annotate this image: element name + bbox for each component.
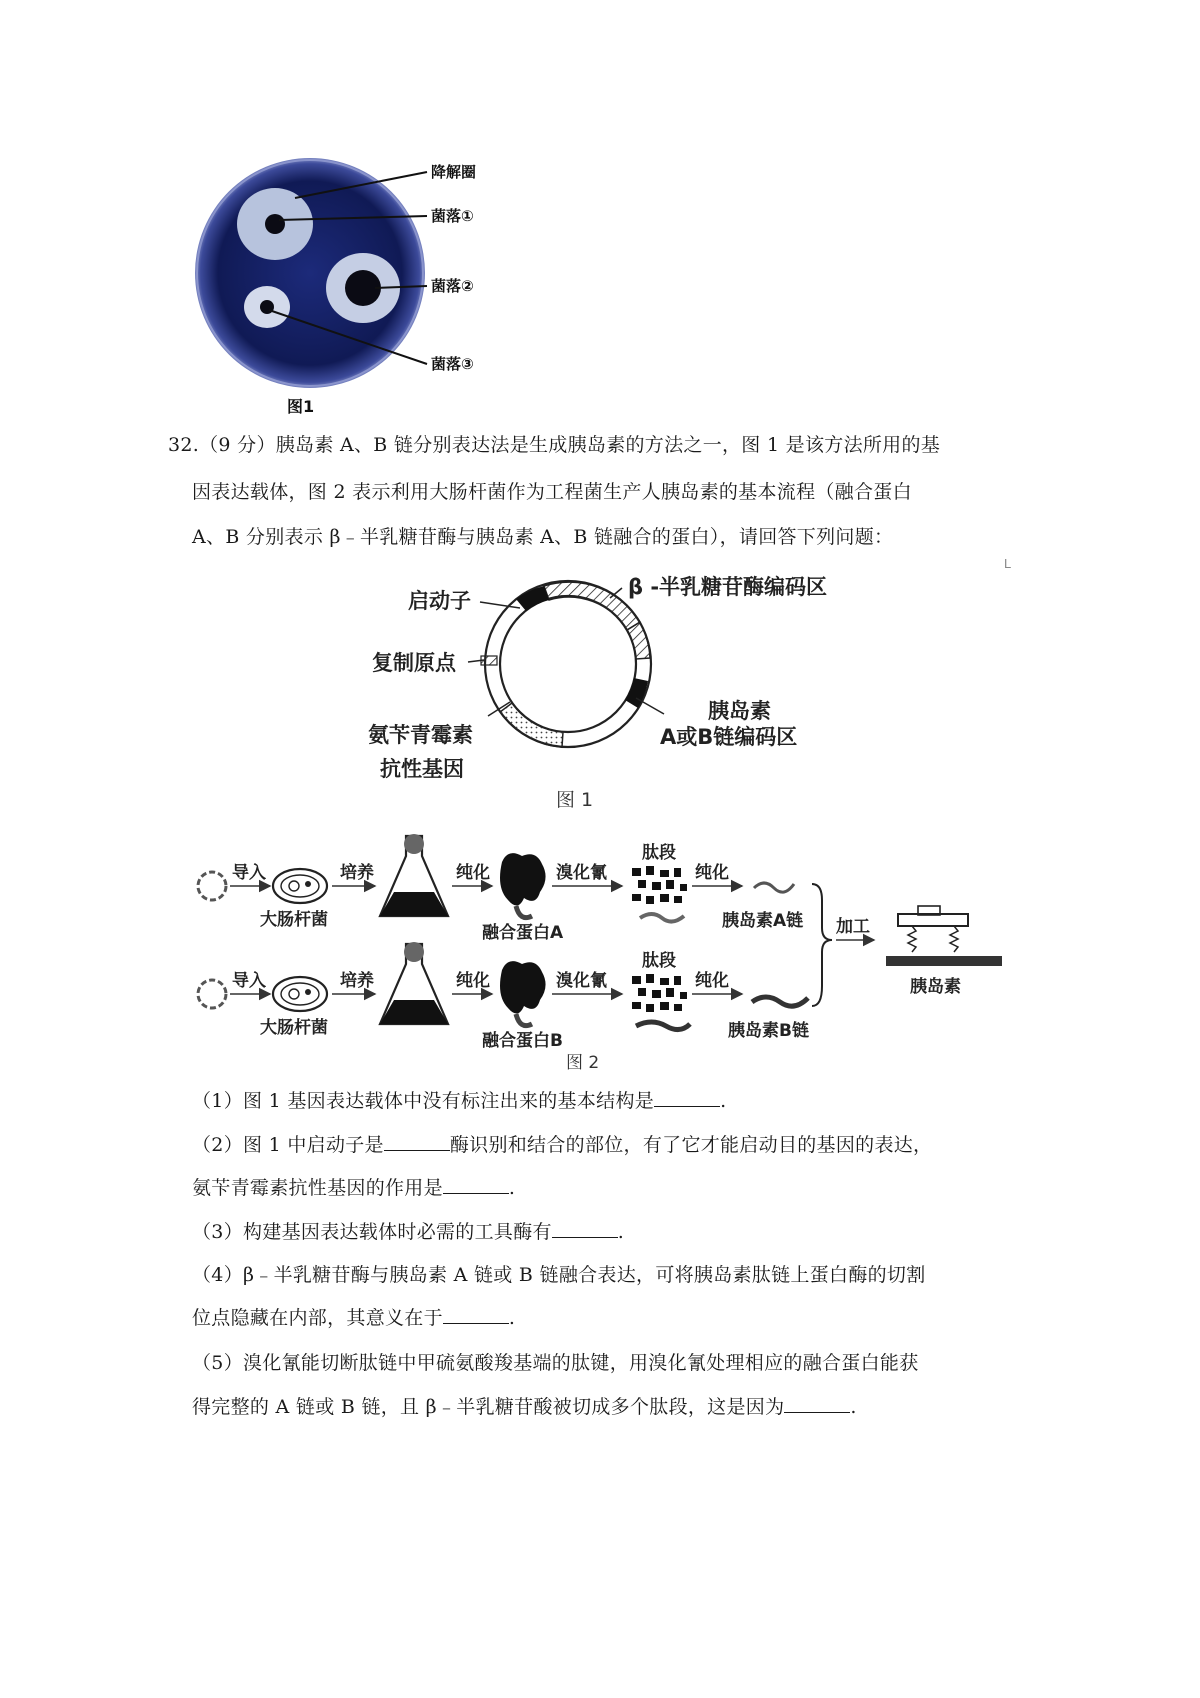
step-cnbr-b: 溴化氰 (556, 971, 607, 991)
step-purify-a2: 纯化 (695, 863, 729, 883)
label-ecoli-a: 大肠杆菌 (260, 910, 328, 930)
step-purify-b2: 纯化 (695, 971, 729, 991)
subquestion-5-text: （5）溴化氰能切断肽链中甲硫氨酸羧基端的肽键，用溴化氰处理相应的融合蛋白能获 (192, 1352, 919, 1374)
answer-blank-6[interactable] (784, 1394, 850, 1413)
step-peptide-a: 肽段 (642, 843, 676, 863)
answer-blank-4[interactable] (552, 1219, 618, 1238)
subquestion-3-text: （3）构建基因表达载体时必需的工具酶有 (192, 1221, 552, 1243)
step-purify-b1: 纯化 (456, 971, 490, 991)
step-import-b: 导入 (232, 971, 266, 991)
ampicillin-resistance-region (500, 703, 563, 747)
label-promoter: 启动子 (408, 589, 471, 613)
subquestion-1-text: （1）图 1 基因表达载体中没有标注出来的基本结构是 (192, 1090, 655, 1112)
plasmid-diagram (360, 566, 880, 816)
plasmid-figure (360, 566, 880, 816)
subquestion-5-cont: 得完整的 A 链或 B 链，且 β﹣半乳糖苷酸被切成多个肽段，这是因为 . (192, 1396, 857, 1418)
step-culture-a: 培养 (340, 863, 374, 883)
insulin-chain-a (754, 883, 794, 892)
peptide-fragments-a (632, 866, 687, 904)
subquestion-3: （3）构建基因表达载体时必需的工具酶有 . (192, 1221, 625, 1243)
plasmid-icon-b (198, 980, 226, 1008)
figure-caption-plasmid: 图 1 (556, 789, 594, 811)
subquestion-4-text: （4）β﹣半乳糖苷酶与胰岛素 A 链或 B 链融合表达，可将胰岛素肽链上蛋白酶的切割 (192, 1264, 926, 1286)
label-colony-3: 菌落③ (431, 355, 474, 373)
label-insulin-1: 胰岛素 (708, 699, 771, 723)
stem-line-1: 32.（9 分）胰岛素 A、B 链分别表达法是生成胰岛素的方法之一，图 1 是该方法所用的基 (168, 434, 941, 456)
step-cnbr-a: 溴化氰 (556, 863, 607, 883)
subquestion-1: （1）图 1 基因表达载体中没有标注出来的基本结构是 . (192, 1090, 727, 1112)
label-fusion-a: 融合蛋白A (482, 923, 564, 943)
label-ori: 复制原点 (372, 651, 456, 675)
insulin-molecule (886, 906, 1002, 966)
answer-blank-5[interactable] (443, 1305, 509, 1324)
subquestion-4-cont: 位点隐藏在内部，其意义在于 . (192, 1307, 516, 1329)
step-peptide-b: 肽段 (642, 951, 676, 971)
subquestion-2-text: （2）图 1 中启动子是 (192, 1134, 384, 1156)
label-insulin: 胰岛素 (910, 977, 961, 997)
merge-brace (812, 884, 832, 1006)
label-clear-zone: 降解圈 (431, 163, 477, 181)
figure-caption-flow: 图 2 (566, 1053, 600, 1073)
peptide-fragments-b (632, 974, 687, 1012)
subquestion-5 (192, 1350, 919, 1376)
plasmid-icon-a (198, 872, 226, 900)
fusion-protein-a (500, 853, 546, 905)
figure-caption-petri: 图1 (287, 397, 315, 416)
subquestion-4 (192, 1262, 926, 1288)
step-purify-a1: 纯化 (456, 863, 490, 883)
label-ecoli-b: 大肠杆菌 (260, 1018, 328, 1038)
flow-row-b (198, 942, 809, 1051)
stem-line-3: A、B 分别表示 β﹣半乳糖苷酶与胰岛素 A、B 链融合的蛋白），请回答下列问题： (192, 526, 894, 548)
beta-galactosidase-region (544, 582, 640, 630)
subquestion-2-cont: 氨苄青霉素抗性基因的作用是 . (192, 1177, 516, 1199)
label-beta-galactosidase: β -半乳糖苷酶编码区 (628, 575, 828, 599)
side-mark: L (1004, 556, 1012, 571)
flow-figure (190, 826, 1010, 1076)
answer-blank-1[interactable] (654, 1088, 720, 1107)
label-amp-2: 抗性基因 (380, 757, 464, 781)
petri-dish-figure (195, 150, 515, 420)
subquestion-2: （2）图 1 中启动子是 酶识别和结合的部位，有了它才能启动目的基因的表达， (192, 1134, 933, 1156)
petri-dish-image (195, 150, 515, 420)
colony-1 (265, 214, 285, 234)
step-culture-b: 培养 (340, 971, 374, 991)
label-chain-b: 胰岛素B链 (728, 1021, 809, 1041)
label-fusion-b: 融合蛋白B (482, 1031, 563, 1051)
flow-row-a (198, 834, 803, 943)
answer-blank-3[interactable] (443, 1175, 509, 1194)
insulin-chain-b (752, 997, 808, 1006)
fusion-protein-b (500, 961, 546, 1013)
label-chain-a: 胰岛素A链 (722, 911, 804, 931)
label-insulin-2: A或B链编码区 (660, 725, 798, 749)
label-colony-2: 菌落② (431, 277, 474, 295)
step-import-a: 导入 (232, 863, 266, 883)
answer-blank-2[interactable] (384, 1132, 450, 1151)
flow-diagram (190, 826, 1010, 1076)
step-process: 加工 (836, 917, 870, 937)
label-amp-1: 氨苄青霉素 (368, 723, 473, 747)
label-colony-1: 菌落① (431, 207, 474, 225)
stem-line-2: 因表达载体，图 2 表示利用大肠杆菌作为工程菌生产人胰岛素的基本流程（融合蛋白 (192, 481, 912, 503)
